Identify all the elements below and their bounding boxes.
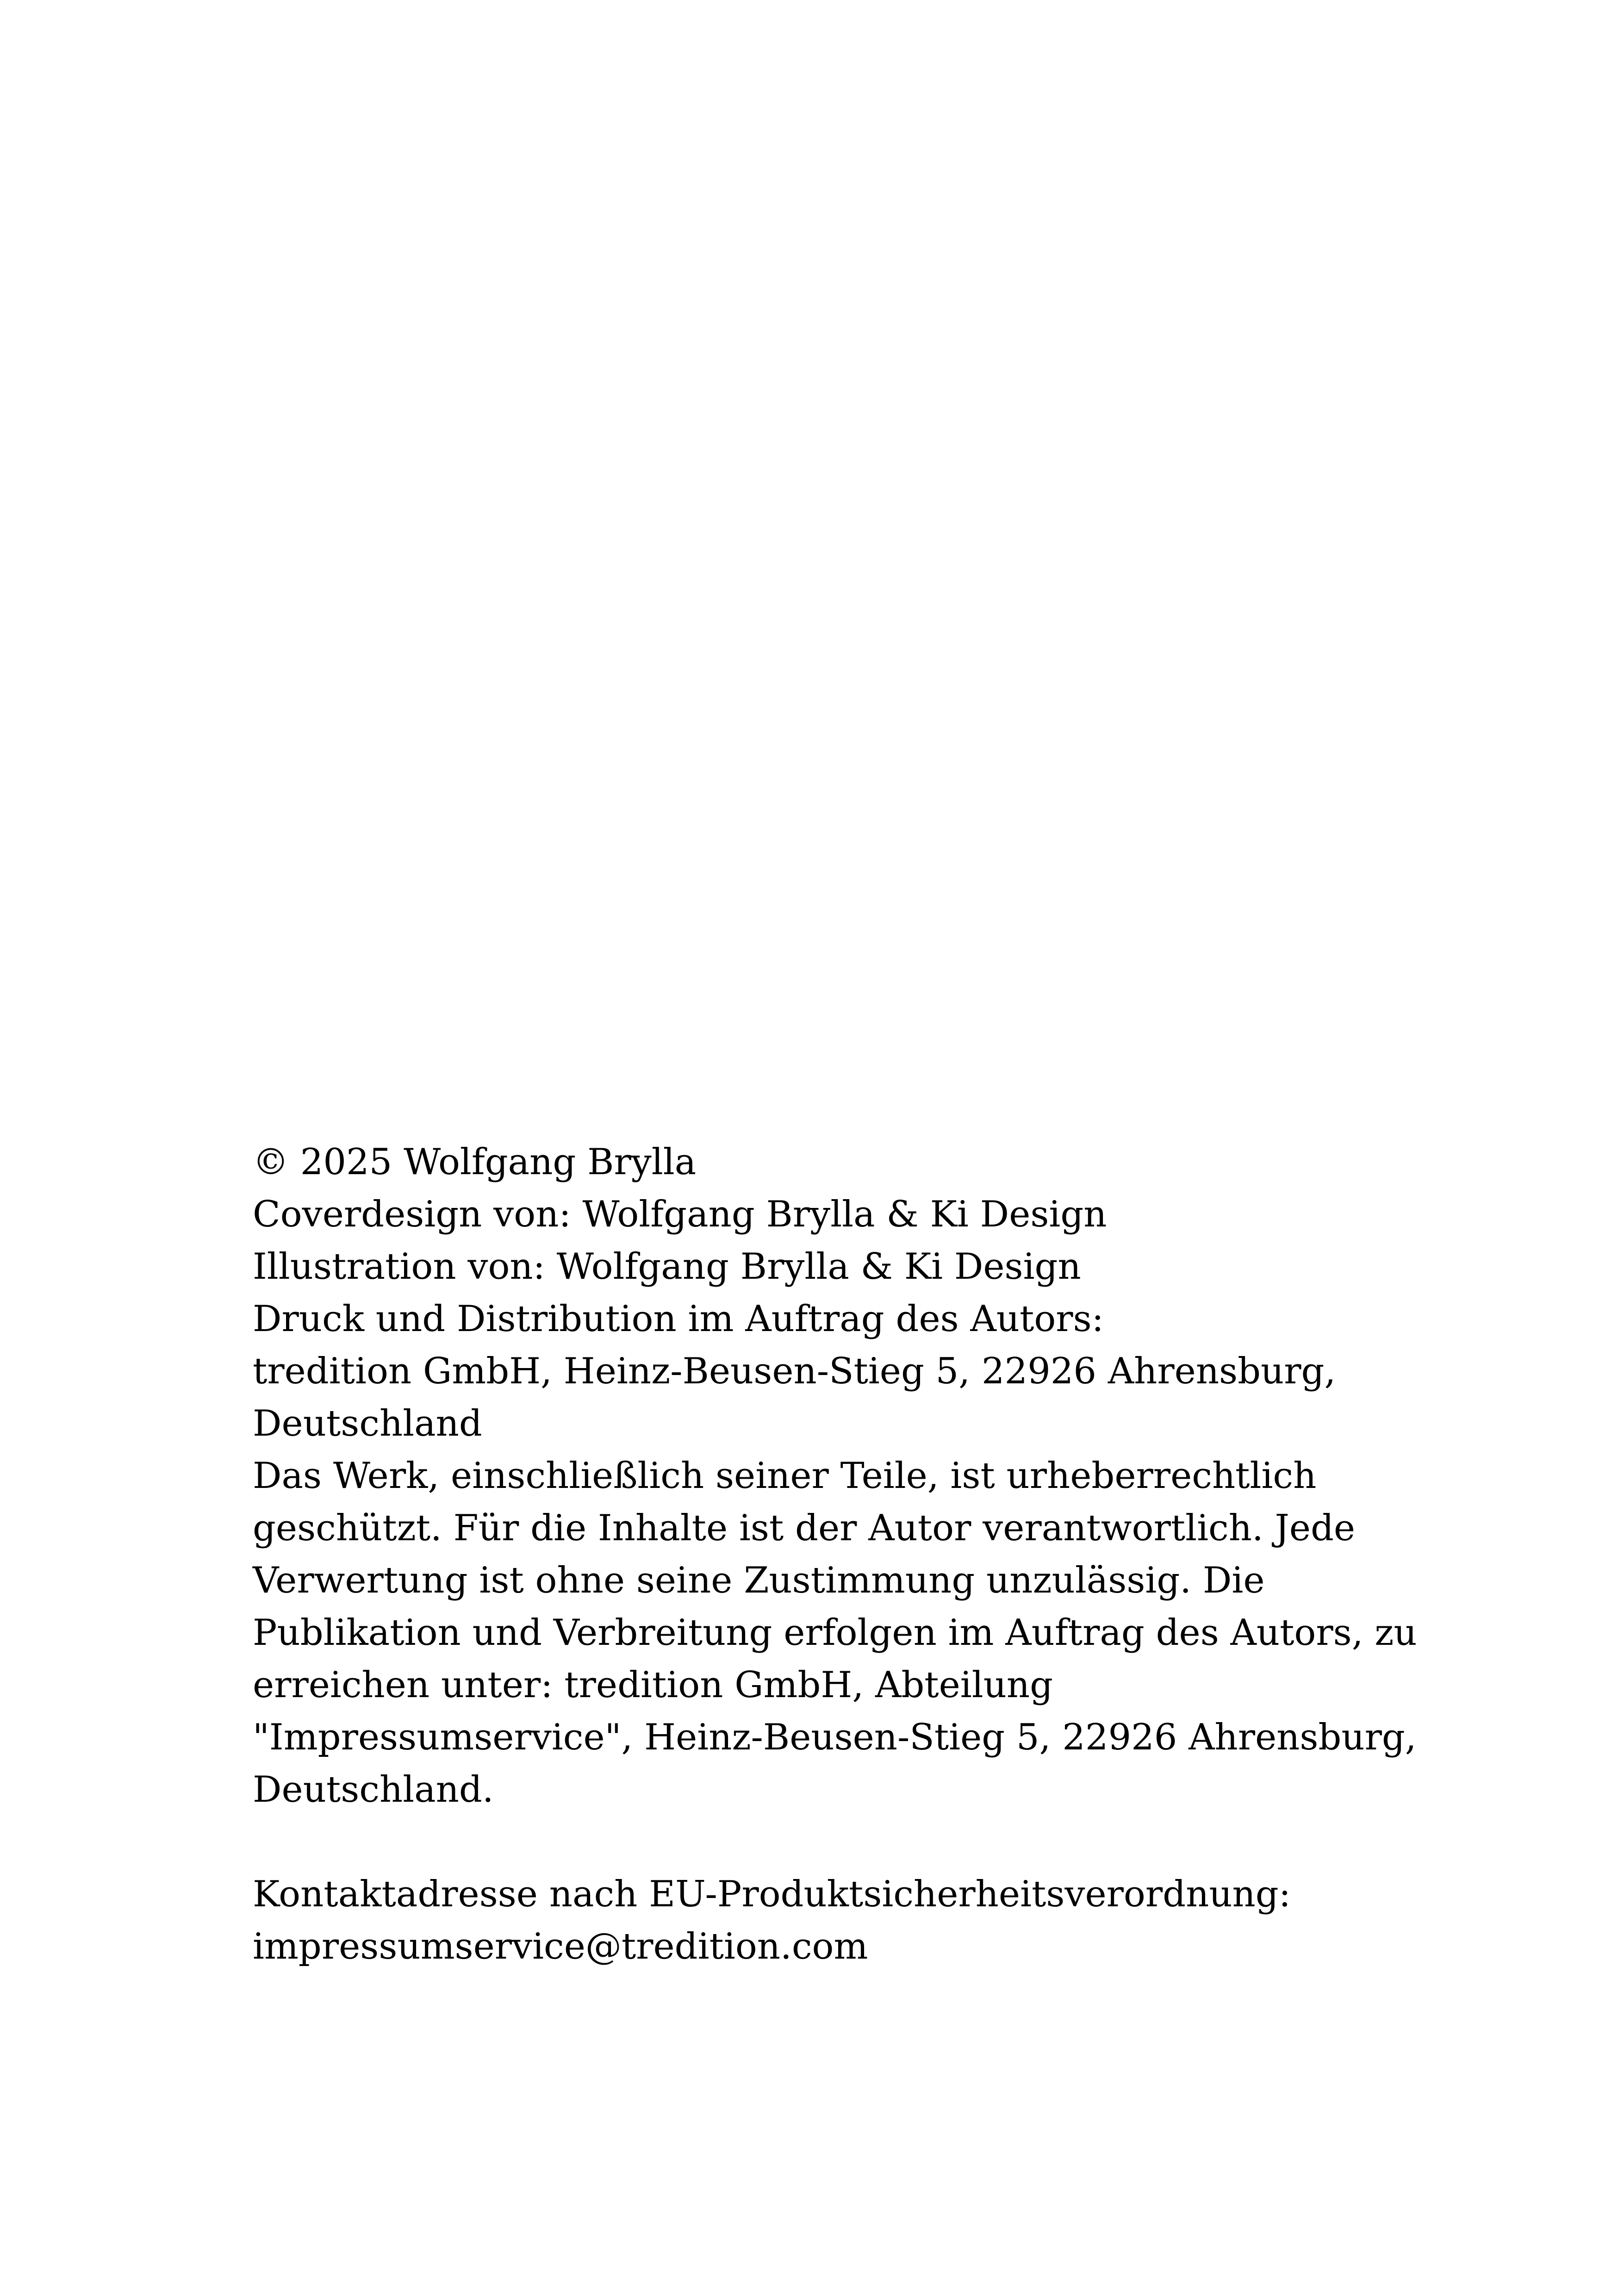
copyright-line: © 2025 Wolfgang Brylla	[253, 1141, 697, 1183]
legal-notice-line: geschützt. Für die Inhalte ist der Autor verantwortlich. Jede	[253, 1507, 1356, 1549]
legal-notice-line: erreichen unter: tredition GmbH, Abteilung	[253, 1664, 1053, 1706]
publisher-address-line-2: Deutschland	[253, 1403, 482, 1444]
publisher-address-line-1: tredition GmbH, Heinz-Beusen-Stieg 5, 22926 Ahrensburg,	[253, 1350, 1336, 1392]
contact-email	[253, 1921, 1387, 1973]
illustration-credit: Illustration von: Wolfgang Brylla & Ki Design	[253, 1246, 1081, 1288]
distribution-heading: Druck und Distribution im Auftrag des Autors:	[253, 1298, 1104, 1340]
contact-label: Kontaktadresse nach EU-Produktsicherheitsverordnung:	[253, 1873, 1291, 1915]
legal-notice-line: Das Werk, einschließlich seiner Teile, ist urheberrechtlich	[253, 1455, 1317, 1497]
paragraph-spacer	[253, 1816, 1387, 1868]
legal-notice-line: Publikation und Verbreitung erfolgen im Auftrag des Autors, zu	[253, 1612, 1417, 1654]
legal-notice-line: "Impressumservice", Heinz-Beusen-Stieg 5, 22926 Ahrensburg,	[253, 1717, 1417, 1758]
imprint-block	[253, 1136, 1417, 1973]
contact-email-link[interactable]: impressumservice@tredition.com	[253, 1926, 868, 1967]
legal-notice-line: Deutschland.	[253, 1769, 494, 1811]
cover-design-credit: Coverdesign von: Wolfgang Brylla & Ki Design	[253, 1194, 1107, 1235]
legal-notice-line: Verwertung ist ohne seine Zustimmung unzulässig. Die	[253, 1560, 1265, 1601]
